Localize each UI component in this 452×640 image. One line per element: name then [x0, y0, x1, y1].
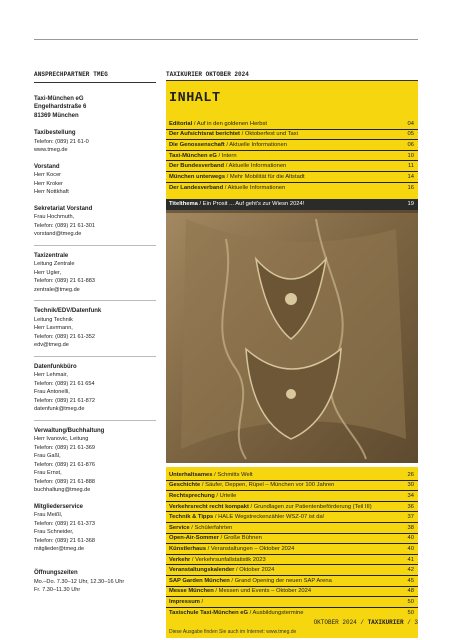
toc-entry[interactable]: Der Aufsichtsrat berichtet / Oktoberfest und Taxi 05: [166, 130, 418, 141]
page-number: 40: [407, 545, 414, 552]
opening-hours-line: Fr. 7.30–11.30 Uhr: [34, 587, 81, 593]
contact-taxizentrale: [34, 252, 156, 295]
block-line: Frau Schneider,: [34, 529, 74, 535]
block-title: Mitgliederservice: [34, 503, 84, 510]
block-line: Frau Meißl,: [34, 512, 63, 518]
block-title: Datenfunkbüro: [34, 363, 77, 370]
block-line: Telefon: (089) 21 61-888: [34, 478, 95, 485]
address-line: 81369 München: [34, 112, 79, 119]
page-number: 26: [407, 471, 414, 478]
page-number: 14: [407, 173, 414, 180]
toc-feature: [166, 199, 418, 210]
footer-page-number: / 3: [403, 619, 418, 626]
page-number: 06: [407, 141, 414, 148]
page-number: 40: [407, 535, 414, 542]
page-number: 19: [407, 201, 414, 208]
section-divider: [34, 420, 156, 421]
contact-verwaltung: [34, 427, 156, 495]
footer-brand: TAXIKURIER: [367, 619, 404, 626]
page-number: 30: [407, 482, 414, 489]
block-line: Telefon: (089) 21 61-0: [34, 138, 89, 145]
toc-entry[interactable]: Geschichte / Säufer, Deppen, Rüpel – München vor 100 Jahren 30: [166, 481, 418, 492]
contact-vorstand: [34, 163, 156, 197]
toc-entry[interactable]: Messe München / Messen und Events – Oktober 2024 48: [166, 587, 418, 598]
contents-panel-lower: [166, 463, 418, 638]
block-line: Telefon: (089) 21 61-872: [34, 397, 95, 404]
block-line: Frau Ernst,: [34, 470, 62, 476]
opening-hours-line: Mo.–Do. 7.30–12 Uhr, 12.30–16 Uhr: [34, 578, 125, 585]
block-title: Taxizentrale: [34, 252, 69, 259]
page-number: 48: [407, 588, 414, 595]
address-line: Engelhardstraße 6: [34, 104, 87, 110]
block-line: Frau Antonelli,: [34, 389, 70, 395]
toc-entry[interactable]: Taxischule Taxi-München eG / Ausbildungstermine 50: [169, 610, 414, 617]
block-line: Telefon: (089) 21 61-883: [34, 278, 95, 284]
toc-entry[interactable]: Impressum / 50: [166, 597, 418, 608]
block-line: Herr Ivanovic, Leitung: [34, 436, 89, 442]
block-line: Frau Gaßl,: [34, 453, 61, 459]
page-number: 50: [407, 610, 414, 617]
page-number: 50: [407, 598, 414, 605]
web-note: Diese Ausgabe finden Sie auch im Internet: www.tmeg.de: [169, 629, 297, 635]
email-link[interactable]: zentrale@tmeg.de: [34, 286, 80, 293]
contents-panel: [166, 81, 418, 463]
contents-column: [166, 71, 418, 638]
page-number: 10: [407, 152, 414, 159]
block-title: Sekretariat Vorstand: [34, 205, 93, 212]
block-line: Herr Lehmair,: [34, 372, 68, 378]
section-divider: [34, 300, 156, 301]
section-divider: [34, 245, 156, 246]
toc-entry[interactable]: Service / Schülerfahrten 38: [166, 523, 418, 534]
page-number: 11: [407, 163, 414, 170]
contact-technik: [34, 307, 156, 350]
block-line: Leitung Technik: [34, 316, 73, 323]
page-number: 37: [407, 514, 414, 521]
toc-entry-feature[interactable]: Titelthema / Ein Prosit ... Auf geht's zur Wiesn 2024! 19: [166, 199, 418, 210]
page-number: 42: [407, 567, 414, 574]
page-title: INHALT: [169, 91, 221, 106]
email-link[interactable]: vorstand@tmeg.de: [34, 231, 82, 237]
toc-entry[interactable]: Die Genossenschaft / Aktuelle Informationen 06: [166, 140, 418, 151]
address-line: Taxi-München eG: [34, 95, 84, 102]
email-link[interactable]: edv@tmeg.de: [34, 342, 69, 348]
email-link[interactable]: buchhaltung@tmeg.de: [34, 487, 91, 493]
top-divider: [34, 39, 418, 40]
page-number: 45: [407, 577, 414, 584]
block-line: Leitung Zentrale: [34, 261, 75, 267]
block-line: Telefon: (089) 21 61-373: [34, 520, 95, 527]
toc-entry[interactable]: Technik & Tipps / HALE Wegstreckenzähler WSZ-07 ist da! 37: [166, 512, 418, 523]
page-number: 34: [407, 492, 414, 499]
opening-hours-title: Öffnungszeiten: [34, 570, 78, 576]
page-number: 05: [407, 131, 414, 138]
block-line: Frau Hochmuth,: [34, 214, 75, 220]
block-line: Telefon: (089) 21 61-876: [34, 461, 95, 468]
block-line: Herr Ugler,: [34, 269, 62, 276]
page-number: 41: [407, 556, 414, 563]
toc-entry[interactable]: Verkehr / Verkehrsunfallstatistik 2023 41: [166, 555, 418, 566]
address-block: [34, 95, 156, 121]
page-footer: [314, 619, 418, 626]
email-link[interactable]: mitglieder@tmeg.de: [34, 546, 85, 552]
block-line: Telefon: (089) 21 61-368: [34, 537, 95, 544]
toc-entry[interactable]: Open-Air-Sommer / Große Bühnen 40: [166, 534, 418, 545]
toc-entry[interactable]: Der Landesverband / Aktuelle Informationen 16: [169, 184, 414, 191]
toc-entry[interactable]: Künstlerhaus / Veranstaltungen – Oktober 2024 40: [166, 544, 418, 555]
toc-entry[interactable]: Editorial / Auf in den goldenen Herbst 04: [166, 119, 418, 130]
toc-entry[interactable]: Taxi-München eG / Intern 10: [166, 151, 418, 162]
page-number: 38: [407, 524, 414, 531]
contacts-column: [34, 71, 156, 554]
contacts-header: ANSPRECHPARTNER TMEG: [34, 71, 109, 78]
section-divider: [34, 356, 156, 357]
website-link[interactable]: www.tmeg.de: [34, 147, 68, 153]
toc-entry[interactable]: München unterwegs / Mehr Mobilität für die Altstadt 14: [166, 172, 418, 183]
block-line: Herr Kroker: [34, 180, 63, 187]
block-line: Telefon: (089) 21 61-301: [34, 222, 95, 229]
block-line: Herr Lavrmann,: [34, 325, 73, 331]
block-line: Herr Nottkhaft: [34, 189, 69, 195]
contact-mitgliederservice: [34, 503, 156, 554]
toc-entry[interactable]: Verkehrsrecht recht kompakt / Grundlagen zur Patientenbeförderung (Teil III) 36: [166, 502, 418, 513]
footer-month: OKTOBER 2024 /: [313, 619, 368, 626]
block-title: Technik/EDV/Datenfunk: [34, 308, 102, 314]
block-line: Telefon: (089) 21 61-369: [34, 444, 95, 451]
page-number: 36: [407, 503, 414, 510]
toc-entry[interactable]: Veranstaltungskalender / Oktober 2024 42: [166, 565, 418, 576]
opening-hours: [34, 569, 124, 595]
block-title: Vorstand: [34, 163, 60, 170]
block-title: Taxibestellung: [34, 130, 76, 136]
issue-header: TAXIKURIER OKTOBER 2024: [166, 71, 249, 78]
toc-bottom-list: [166, 470, 418, 618]
cover-photo-lederhosen: [166, 199, 418, 463]
toc-entry[interactable]: Unterhaltsames / Schmitts Welt 26: [166, 470, 418, 481]
contact-datenfunk: [34, 363, 156, 414]
toc-entry[interactable]: Der Bundesverband / Aktuelle Informationen 11: [166, 161, 418, 172]
block-title: Verwaltung/Buchhaltung: [34, 427, 105, 434]
toc-top-list: [166, 119, 418, 193]
block-line: Telefon: (089) 21 61-352: [34, 333, 95, 340]
toc-entry[interactable]: SAP Garden München / Grand Opening der neuen SAP Arena 45: [166, 576, 418, 587]
contacts-header-rule: [34, 82, 156, 83]
contact-taxibestellung: [34, 129, 156, 155]
block-line: Herr Kocer: [34, 172, 62, 178]
contact-sekretariat: [34, 205, 156, 239]
page-number: 16: [407, 184, 414, 191]
toc-entry[interactable]: Rechtsprechung / Urteile 34: [166, 491, 418, 502]
email-link[interactable]: datenfunk@tmeg.de: [34, 406, 85, 412]
block-line: Telefon: (089) 21 61 654: [34, 380, 95, 387]
page-number: 04: [407, 120, 414, 127]
